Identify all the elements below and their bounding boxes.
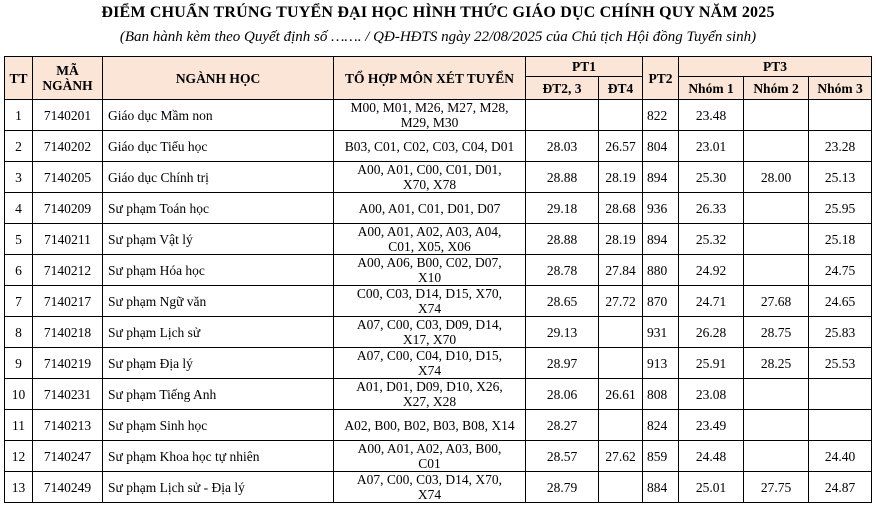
cell-nhom2: 28.00 xyxy=(744,162,809,193)
cell-nhom3: 24.65 xyxy=(809,286,872,317)
cell-dt23 xyxy=(526,100,599,131)
cell-tohop-line2: C01 xyxy=(418,456,441,471)
table-row xyxy=(5,410,872,441)
cell-nhom3: 25.18 xyxy=(809,224,872,255)
table-row xyxy=(5,193,872,224)
cell-dt4 xyxy=(599,317,643,348)
cell-nganh: Sư phạm Địa lý xyxy=(103,348,334,379)
cell-pt2: 880 xyxy=(643,255,679,286)
cell-dt4: 28.19 xyxy=(599,224,643,255)
cell-pt2: 808 xyxy=(643,379,679,410)
cell-tt: 9 xyxy=(5,348,33,379)
cell-tt: 2 xyxy=(5,131,33,162)
cell-ma: 7140211 xyxy=(33,224,103,255)
cell-nhom1: 23.49 xyxy=(679,410,744,441)
cell-tohop-line2: M29, M30 xyxy=(400,115,459,130)
header-pt3: PT3 xyxy=(679,57,872,77)
cell-ma: 7140205 xyxy=(33,162,103,193)
cell-dt23: 28.03 xyxy=(526,131,599,162)
cell-tohop-line1: A00, A06, B00, C02, D07, xyxy=(357,255,502,270)
cell-pt2: 931 xyxy=(643,317,679,348)
cell-nhom2 xyxy=(744,379,809,410)
cell-nhom2 xyxy=(744,441,809,472)
cell-dt4 xyxy=(599,348,643,379)
cell-nhom2 xyxy=(744,131,809,162)
cell-nganh: Giáo dục Tiểu học xyxy=(103,131,334,162)
cell-dt4: 27.72 xyxy=(599,286,643,317)
cell-tohop xyxy=(334,193,526,224)
cell-nhom3 xyxy=(809,410,872,441)
cell-nhom1: 24.71 xyxy=(679,286,744,317)
cell-tohop-line2: X74 xyxy=(417,301,442,316)
cell-tohop-line1: A07, C00, C03, D14, X70, xyxy=(356,472,503,487)
table-row xyxy=(5,162,872,193)
header-nhom3: Nhóm 3 xyxy=(809,77,872,100)
cell-dt23: 28.78 xyxy=(526,255,599,286)
cell-tohop-line1: A01, D01, D09, D10, X26, xyxy=(356,379,503,394)
cell-tohop xyxy=(334,224,526,255)
cell-nhom3 xyxy=(809,100,872,131)
cell-tt: 12 xyxy=(5,441,33,472)
header-ma-nganh xyxy=(33,57,103,100)
cell-dt4: 26.61 xyxy=(599,379,643,410)
cell-tohop-line2: X70, X78 xyxy=(402,177,457,192)
table-header xyxy=(5,57,872,100)
cell-tohop-line2: X10 xyxy=(417,270,442,285)
cell-nhom1: 23.48 xyxy=(679,100,744,131)
cell-ma: 7140217 xyxy=(33,286,103,317)
cell-tohop-line1: C00, C03, D14, D15, X70, xyxy=(356,286,503,301)
cell-nganh: Sư phạm Vật lý xyxy=(103,224,334,255)
header-dt23: ĐT2, 3 xyxy=(526,77,599,100)
cell-nhom1: 25.32 xyxy=(679,224,744,255)
cell-tohop-line2: X74 xyxy=(417,363,442,378)
cell-ma: 7140213 xyxy=(33,410,103,441)
cell-tohop-line2: X17, X70 xyxy=(402,332,457,347)
cell-dt4: 27.84 xyxy=(599,255,643,286)
cell-pt2: 936 xyxy=(643,193,679,224)
table-row xyxy=(5,379,872,410)
header-to-hop: TỔ HỢP MÔN XÉT TUYỂN xyxy=(334,57,526,100)
table-row xyxy=(5,255,872,286)
cell-nganh: Sư phạm Hóa học xyxy=(103,255,334,286)
cell-dt23: 28.27 xyxy=(526,410,599,441)
cell-tohop-line1: A00, A01, A02, A03, A04, xyxy=(357,224,502,239)
cell-tohop xyxy=(334,255,526,286)
cell-nhom2: 27.75 xyxy=(744,472,809,503)
cell-nhom1: 24.92 xyxy=(679,255,744,286)
cell-ma: 7140209 xyxy=(33,193,103,224)
cell-nhom3 xyxy=(809,379,872,410)
cell-tt: 1 xyxy=(5,100,33,131)
header-nganh-hoc: NGÀNH HỌC xyxy=(103,57,334,100)
cell-ma: 7140202 xyxy=(33,131,103,162)
cell-nhom3: 23.28 xyxy=(809,131,872,162)
cell-nhom2 xyxy=(744,193,809,224)
header-pt1: PT1 xyxy=(526,57,643,77)
cell-nhom2 xyxy=(744,100,809,131)
cell-pt2: 894 xyxy=(643,162,679,193)
cell-tohop xyxy=(334,410,526,441)
header-tt: TT xyxy=(5,57,33,100)
cell-tt: 6 xyxy=(5,255,33,286)
cell-nganh: Sư phạm Lịch sử xyxy=(103,317,334,348)
cell-tohop-line1: A02, B00, B02, B03, B08, X14 xyxy=(344,417,515,433)
cell-dt23: 28.88 xyxy=(526,224,599,255)
cell-nhom3: 25.95 xyxy=(809,193,872,224)
cell-dt4 xyxy=(599,472,643,503)
cell-pt2: 913 xyxy=(643,348,679,379)
cell-tohop xyxy=(334,348,526,379)
cell-nganh: Giáo dục Chính trị xyxy=(103,162,334,193)
cell-tohop xyxy=(334,317,526,348)
cell-nhom1: 25.91 xyxy=(679,348,744,379)
table-row xyxy=(5,131,872,162)
cell-tt: 3 xyxy=(5,162,33,193)
cell-dt23: 28.06 xyxy=(526,379,599,410)
table-row xyxy=(5,224,872,255)
cell-pt2: 894 xyxy=(643,224,679,255)
cell-nhom3: 25.13 xyxy=(809,162,872,193)
cell-tohop xyxy=(334,379,526,410)
table-row xyxy=(5,317,872,348)
cell-ma: 7140218 xyxy=(33,317,103,348)
cell-nhom1: 23.08 xyxy=(679,379,744,410)
cell-tohop-line1: A07, C00, C04, D10, D15, xyxy=(356,348,503,363)
cell-tohop xyxy=(334,100,526,131)
table-body xyxy=(5,100,872,503)
cell-dt23: 28.65 xyxy=(526,286,599,317)
header-nhom2: Nhóm 2 xyxy=(744,77,809,100)
cell-tohop xyxy=(334,472,526,503)
cell-nhom1: 24.48 xyxy=(679,441,744,472)
cell-dt4: 26.57 xyxy=(599,131,643,162)
cell-tohop-line2: X27, X28 xyxy=(402,394,457,409)
document-subtitle: (Ban hành kèm theo Quyết định số ……. / QĐ-HĐTS ngày 22/08/2025 của Chủ tịch Hội đồng Tuyển sinh) xyxy=(119,29,757,45)
cell-nganh: Sư phạm Lịch sử - Địa lý xyxy=(103,472,334,503)
cell-nhom1: 25.30 xyxy=(679,162,744,193)
cell-tt: 13 xyxy=(5,472,33,503)
cell-ma: 7140212 xyxy=(33,255,103,286)
table-row xyxy=(5,441,872,472)
cell-dt4 xyxy=(599,100,643,131)
header-ma-nganh-line1: MÃ xyxy=(56,63,79,78)
cell-tohop xyxy=(334,441,526,472)
cell-ma: 7140201 xyxy=(33,100,103,131)
cell-nhom1: 26.33 xyxy=(679,193,744,224)
cell-tt: 10 xyxy=(5,379,33,410)
header-nhom1: Nhóm 1 xyxy=(679,77,744,100)
cell-nhom3: 24.40 xyxy=(809,441,872,472)
header-pt2: PT2 xyxy=(643,57,679,100)
cell-tt: 8 xyxy=(5,317,33,348)
cell-tohop xyxy=(334,162,526,193)
header-dt4: ĐT4 xyxy=(599,77,643,100)
cell-dt23: 28.97 xyxy=(526,348,599,379)
cell-tt: 11 xyxy=(5,410,33,441)
cell-ma: 7140247 xyxy=(33,441,103,472)
cell-dt4 xyxy=(599,410,643,441)
cell-pt2: 859 xyxy=(643,441,679,472)
cell-nhom2: 27.68 xyxy=(744,286,809,317)
cell-nhom2 xyxy=(744,410,809,441)
cell-tt: 5 xyxy=(5,224,33,255)
table-row xyxy=(5,100,872,131)
cell-nhom1: 23.01 xyxy=(679,131,744,162)
cell-pt2: 804 xyxy=(643,131,679,162)
cell-nhom3: 24.87 xyxy=(809,472,872,503)
cell-nhom3: 25.83 xyxy=(809,317,872,348)
cell-pt2: 822 xyxy=(643,100,679,131)
cell-tohop-line1: M00, M01, M26, M27, M28, xyxy=(350,100,509,115)
cell-tohop-line2: X74 xyxy=(417,487,442,502)
cell-nhom3: 25.53 xyxy=(809,348,872,379)
cell-dt23: 29.13 xyxy=(526,317,599,348)
cell-tohop xyxy=(334,286,526,317)
cell-nhom1: 26.28 xyxy=(679,317,744,348)
cell-nganh: Sư phạm Toán học xyxy=(103,193,334,224)
cell-nganh: Sư phạm Khoa học tự nhiên xyxy=(103,441,334,472)
cell-dt23: 29.18 xyxy=(526,193,599,224)
cell-ma: 7140219 xyxy=(33,348,103,379)
cell-tohop-line1: A00, A01, C01, D01, D07 xyxy=(358,200,501,216)
cell-ma: 7140249 xyxy=(33,472,103,503)
cell-nhom2 xyxy=(744,255,809,286)
cell-tohop-line1: B03, C01, C02, C03, C04, D01 xyxy=(344,138,515,154)
cell-tohop-line1: A00, A01, C00, C01, D01, xyxy=(357,162,502,177)
cell-nhom1: 25.01 xyxy=(679,472,744,503)
cell-nganh: Sư phạm Tiếng Anh xyxy=(103,379,334,410)
cell-tohop-line1: A00, A01, A02, A03, B00, xyxy=(357,441,502,456)
cell-tt: 7 xyxy=(5,286,33,317)
cell-nhom3: 24.75 xyxy=(809,255,872,286)
document-title: ĐIỂM CHUẨN TRÚNG TUYỂN ĐẠI HỌC HÌNH THỨC GIÁO DỤC CHÍNH QUY NĂM 2025 xyxy=(101,4,775,21)
cell-tt: 4 xyxy=(5,193,33,224)
cell-dt23: 28.88 xyxy=(526,162,599,193)
cell-dt4: 28.68 xyxy=(599,193,643,224)
cell-dt4: 27.62 xyxy=(599,441,643,472)
cell-nganh: Giáo dục Mầm non xyxy=(103,100,334,131)
cell-ma: 7140231 xyxy=(33,379,103,410)
cell-dt23: 28.79 xyxy=(526,472,599,503)
cell-pt2: 870 xyxy=(643,286,679,317)
cell-tohop-line2: C01, X05, X06 xyxy=(388,239,471,254)
header-ma-nganh-line2: NGÀNH xyxy=(42,78,93,93)
cell-nganh: Sư phạm Ngữ văn xyxy=(103,286,334,317)
cell-nganh: Sư phạm Sinh học xyxy=(103,410,334,441)
cell-tohop-line1: A07, C00, C03, D09, D14, xyxy=(356,317,503,332)
cell-dt23: 28.57 xyxy=(526,441,599,472)
cell-pt2: 824 xyxy=(643,410,679,441)
cell-nhom2: 28.75 xyxy=(744,317,809,348)
cell-dt4: 28.19 xyxy=(599,162,643,193)
table-row xyxy=(5,348,872,379)
cell-nhom2: 28.25 xyxy=(744,348,809,379)
table-row xyxy=(5,472,872,503)
table-row xyxy=(5,286,872,317)
cell-tohop xyxy=(334,131,526,162)
cell-nhom2 xyxy=(744,224,809,255)
cell-pt2: 884 xyxy=(643,472,679,503)
admission-scores-table xyxy=(4,56,872,503)
